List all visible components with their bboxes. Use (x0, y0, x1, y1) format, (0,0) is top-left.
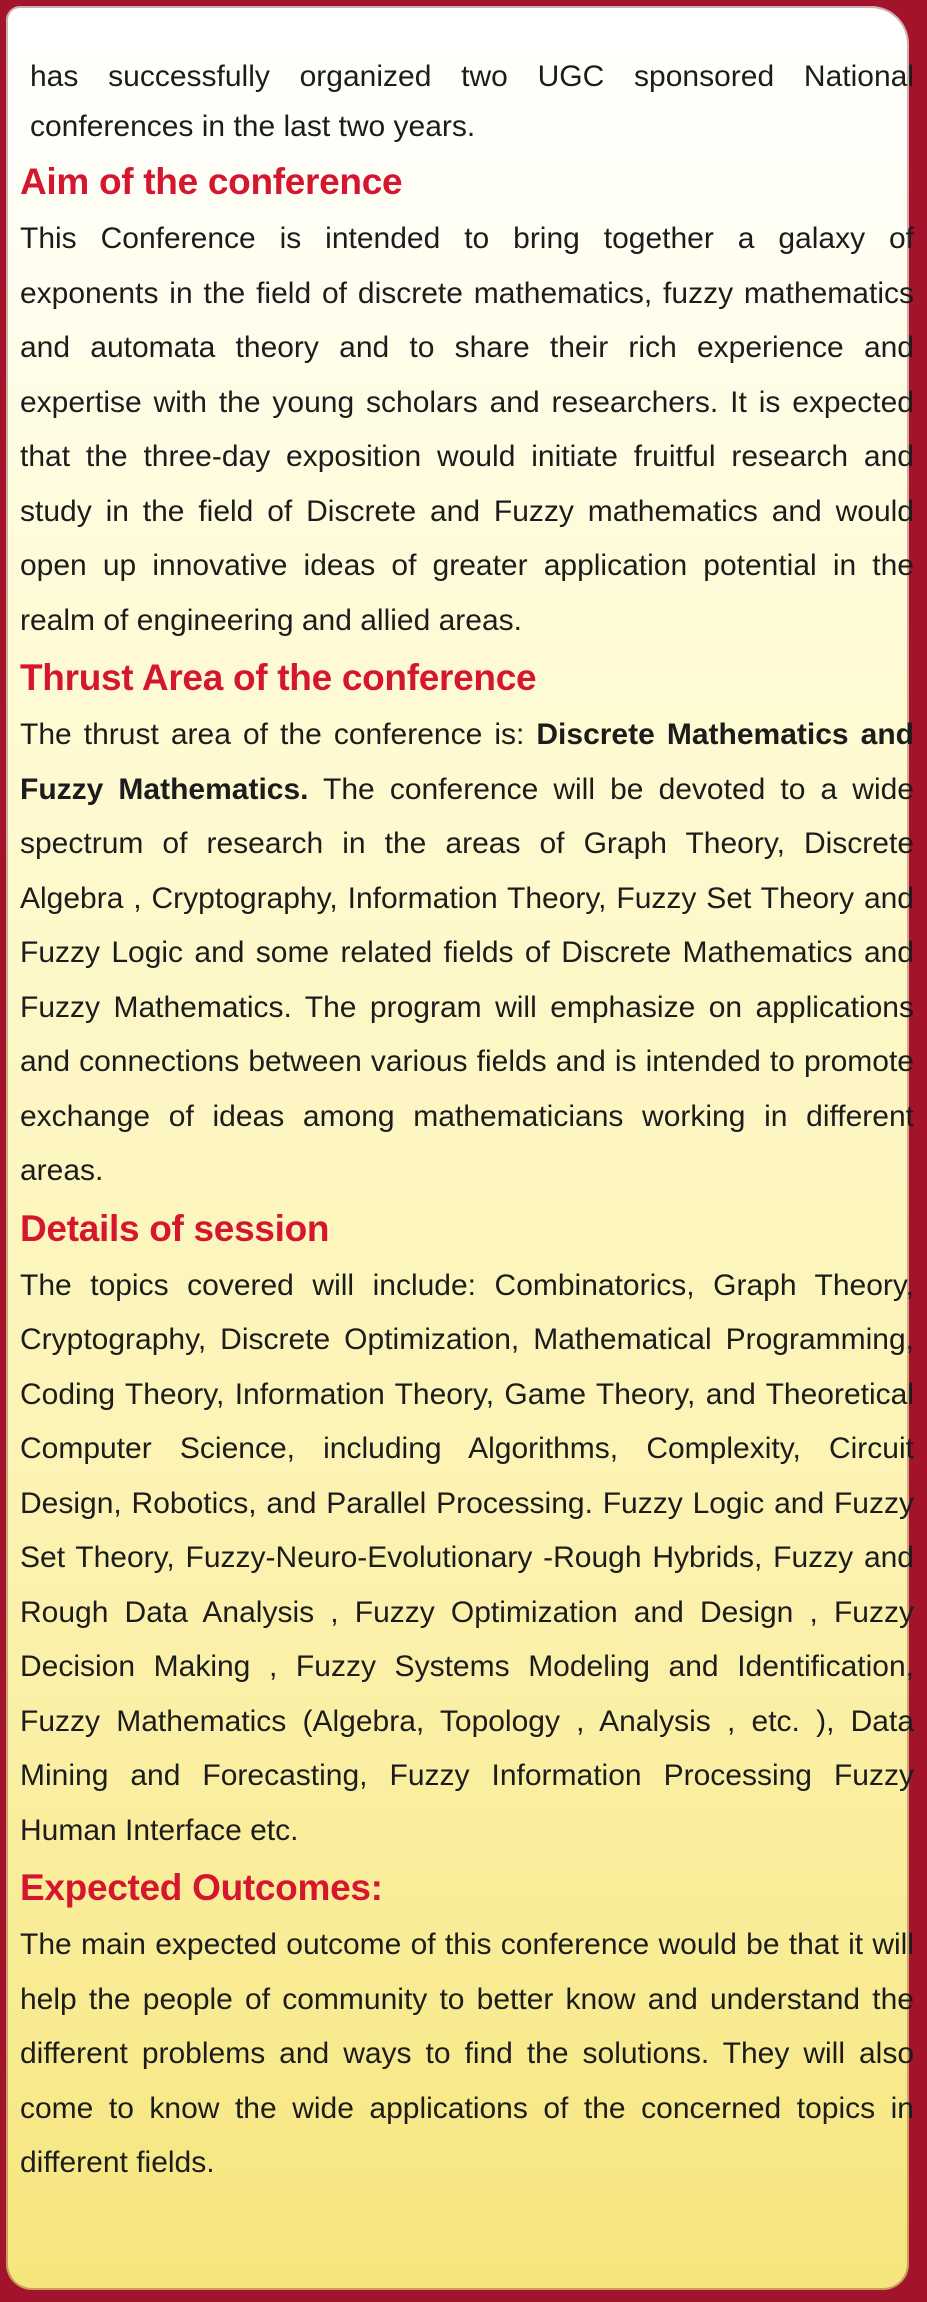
thrust-bold-phrase: Discrete Mathematics and Fuzzy Mathematics. (20, 718, 914, 806)
outcomes-heading: Expected Outcomes: (20, 1867, 383, 1908)
details-paragraph: The topics covered will include: Combinatorics, Graph Theory, Cryptography, Discrete Optimization, Mathematical Programming, Coding Theory, Information Theory, Game Theory, and Theoretical Computer Science, including Algorithms, Complexity, Circuit Design, Robotics, and Parallel Processing. Fuzzy Logic and Fuzzy Set Theory, Fuzzy-Neuro-Evolutionary -Rough Hybrids, Fuzzy and Rough Data Analysis , Fuzzy Optimization and Design , Fuzzy Decision Making , Fuzzy Systems Modeling and Identification, Fuzzy Mathematics (Algebra, Topology , Analysis , etc. ), Data Mining and Forecasting, Fuzzy Information Processing Fuzzy Human Interface etc. (20, 1268, 914, 1847)
thrust-heading: Thrust Area of the conference (20, 657, 537, 698)
thrust-paragraph (20, 708, 914, 1199)
outcomes-paragraph: The main expected outcome of this conference would be that it will help the people of community to better know and understand the different problems and ways to find the solutions. They will also come to know the wide applications of the concerned topics in different fields. (20, 1928, 914, 2179)
aim-paragraph: This Conference is intended to bring together a galaxy of exponents in the field of discrete mathematics, fuzzy mathematics and automata theory and to share their rich experience and expertise with the young scholars and researchers. It is expected that the three-day exposition would initiate fruitful research and study in the field of Discrete and Fuzzy mathematics and would open up innovative ideas of greater application potential in the realm of engineering and allied areas. (20, 222, 914, 637)
content-panel (6, 6, 914, 2290)
content-column (20, 52, 914, 2191)
aim-heading: Aim of the conference (20, 161, 403, 202)
thrust-rest: The conference will be devoted to a wide spectrum of research in the areas of Graph Theory, Discrete Algebra , Cryptography, Information Theory, Fuzzy Set Theory and Fuzzy Logic and some related fields of Discrete Mathematics and Fuzzy Mathematics. The program will emphasize on applications and connections between various fields and is intended to promote exchange of ideas among mathematicians working in different areas. (20, 772, 914, 1187)
thrust-lead: The thrust area of the conference is: (20, 718, 537, 751)
details-heading: Details of session (20, 1207, 330, 1249)
intro-paragraph: has successfully organized two UGC sponsored National conferences in the last two years. (30, 60, 914, 143)
